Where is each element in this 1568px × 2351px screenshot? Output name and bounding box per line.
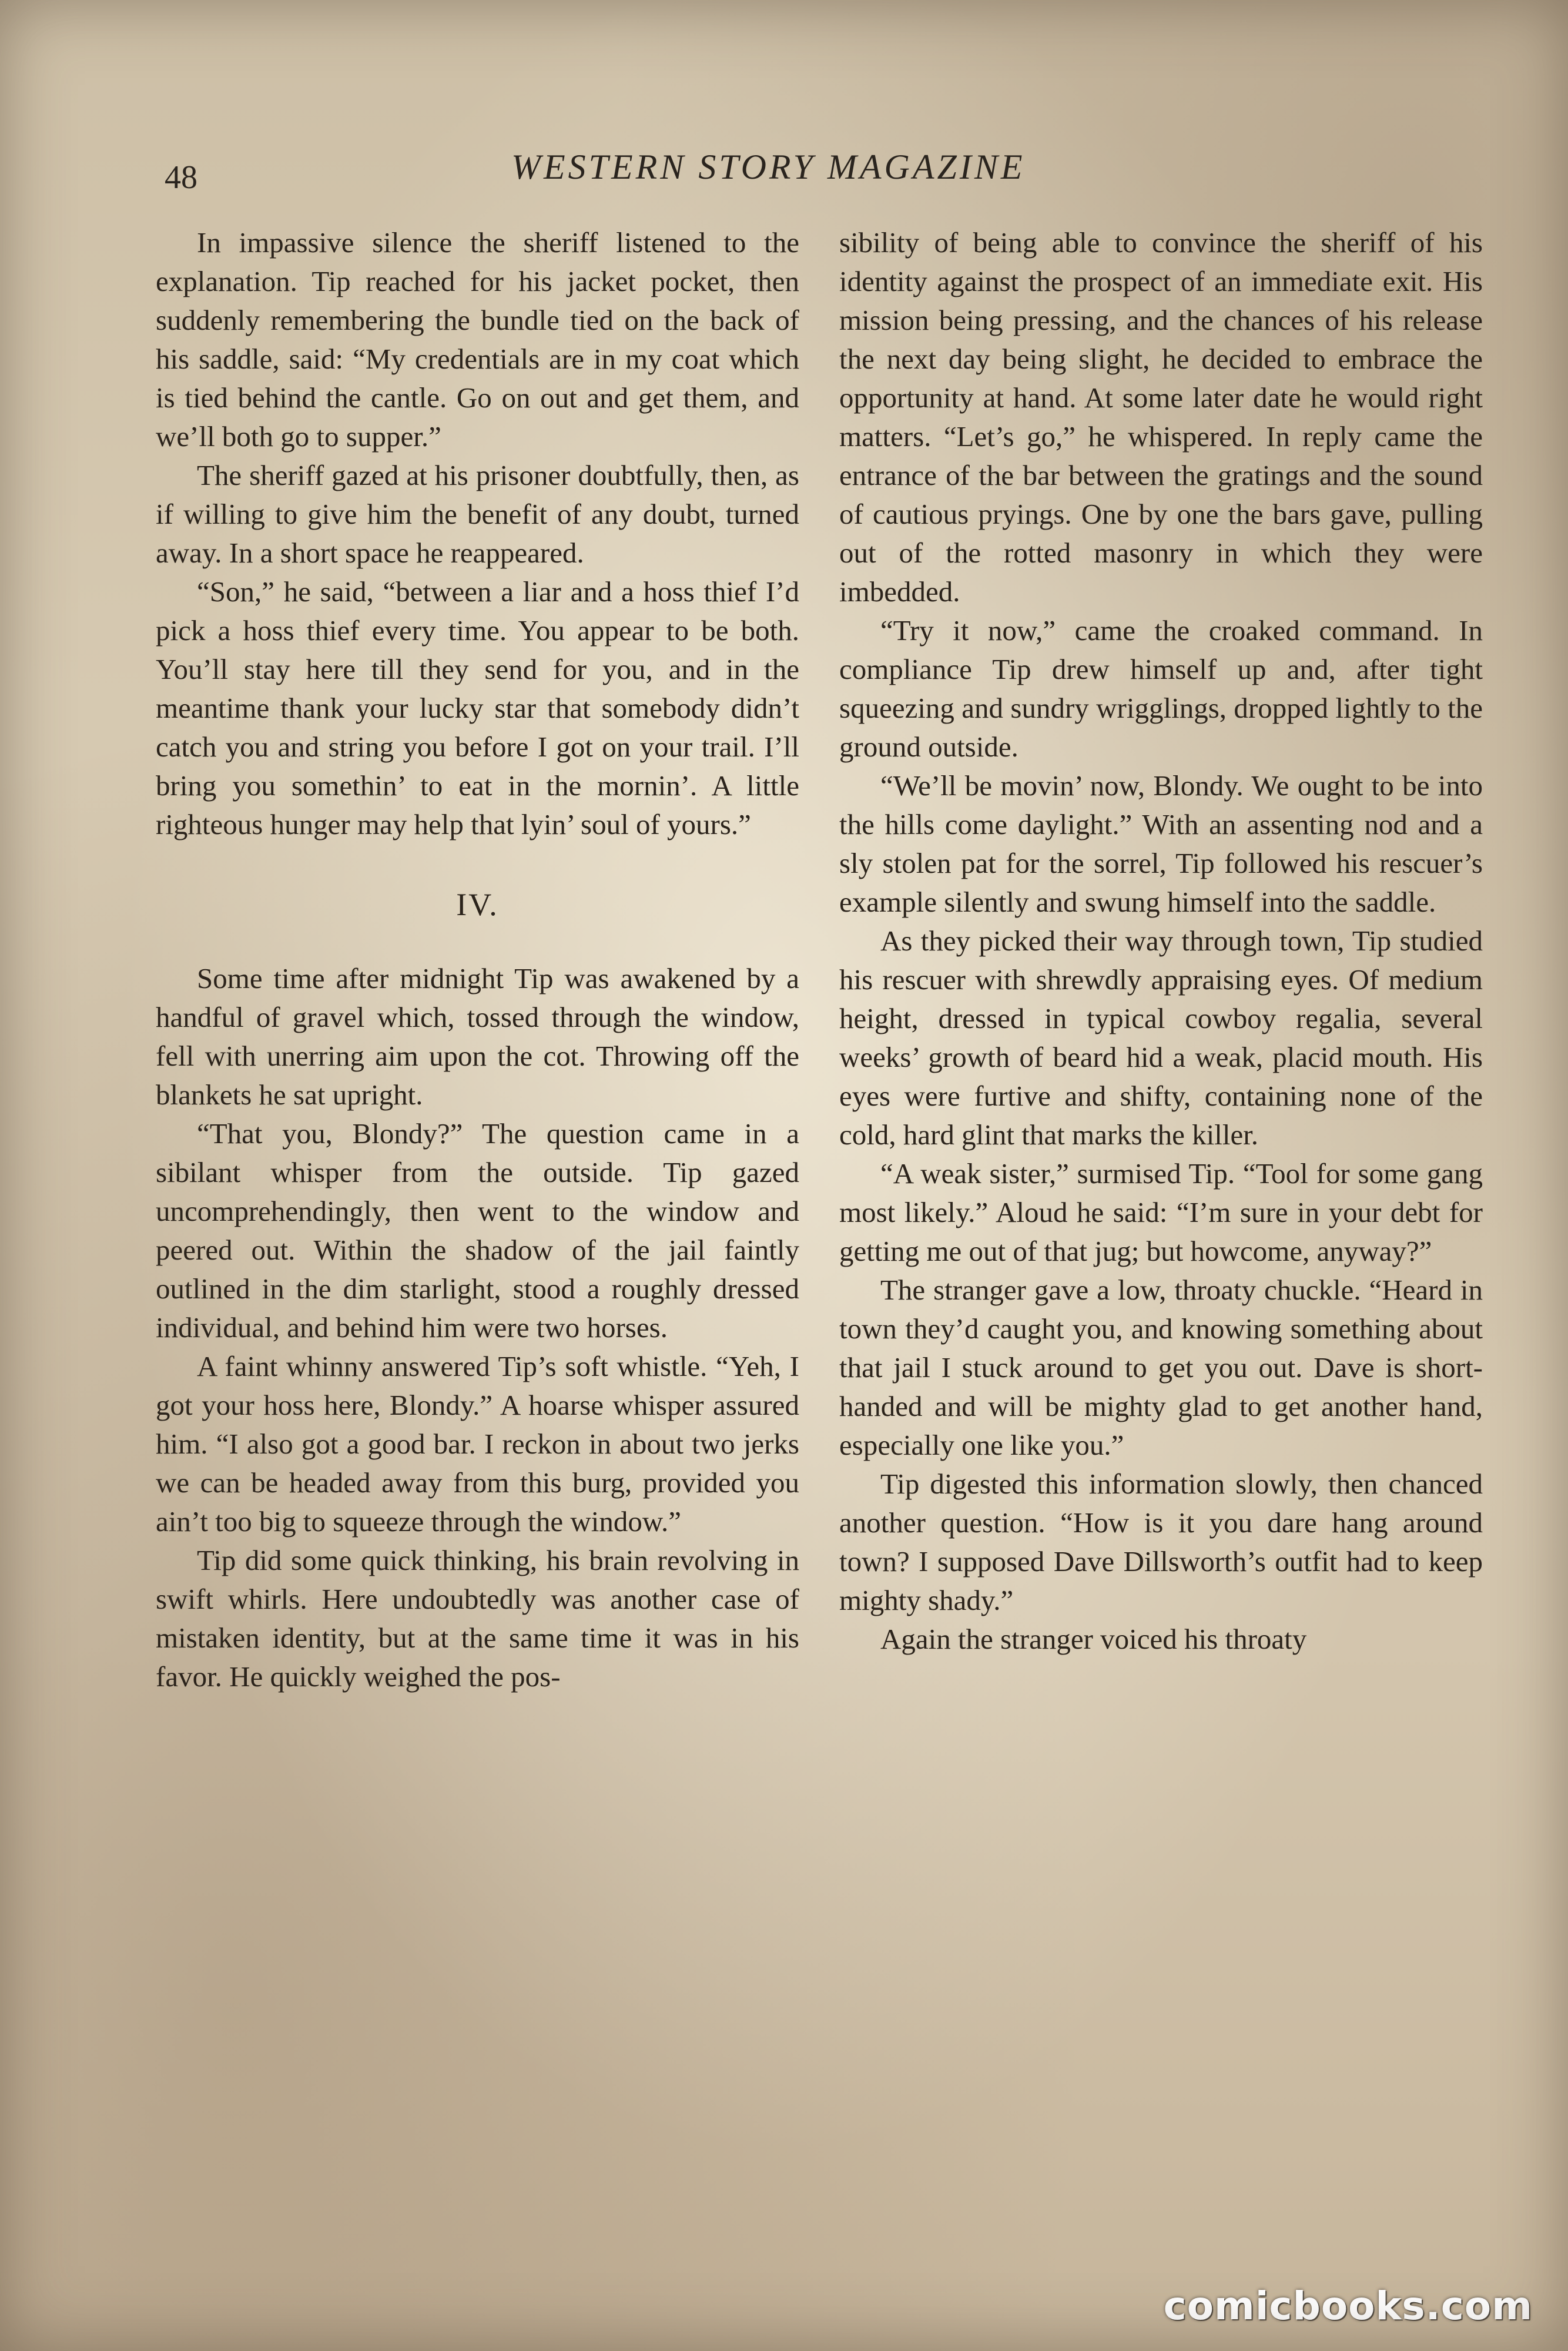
left-column: [156, 223, 799, 1696]
paragraph: “We’ll be movin’ now, Blondy. We ought to be into the hills come daylight.” With an assenting nod and a sly stolen pat for the sorrel, Tip followed his rescuer’s example silently and swung himself into the saddle.: [839, 769, 1483, 918]
paragraph: “Son,” he said, “between a liar and a hoss thief I’d pick a hoss thief every time. You appear to be both. You’ll stay here till they send for you, and in the meantime thank your lucky star that somebody didn’t catch you and string you before I got on your trail. I’ll bring you somethin’ to eat in the mornin’. A little righteous hunger may help that lyin’ soul of yours.”: [156, 575, 799, 840]
paragraph: A faint whinny answered Tip’s soft whistle. “Yeh, I got your hoss here, Blondy.” A hoarse whisper assured him. “I also got a good bar. I reckon in about two jerks we can be headed away from this burg, provided you ain’t too big to squeeze through the window.”: [156, 1350, 799, 1538]
paragraph: “That you, Blondy?” The question came in a sibilant whisper from the outside. Tip gazed uncomprehendingly, then went to the window and peered out. Within the shadow of the jail faintly outlined in the dim starlight, stood a roughly dressed individual, and behind him were two horses.: [156, 1117, 799, 1344]
paragraph: “Try it now,” came the croaked command. In compliance Tip drew himself up and, after tight squeezing and sundry wrigglings, dropped lightly to the ground outside.: [839, 614, 1483, 763]
paragraph: Some time after midnight Tip was awakened by a handful of gravel which, tossed through the window, fell with unerring aim upon the cot. Throwing off the blankets he sat upright.: [156, 962, 799, 1111]
paragraph: As they picked their way through town, Tip studied his rescuer with shrewdly appraising eyes. Of medium height, dressed in typical cowboy regalia, several weeks’ growth of beard hid a weak, placid mouth. His eyes were furtive and shifty, containing none of the cold, hard glint that marks the killer.: [839, 925, 1483, 1151]
paragraph: In impassive silence the sheriff listened to the explanation. Tip reached for his jacket pocket, then suddenly remembering the bundle tied on the back of his saddle, said: “My credentials are in my coat which is tied behind the cantle. Go on out and get them, and we’ll both go to supper.”: [156, 226, 799, 453]
paragraph: Again the stranger voiced his throaty: [880, 1623, 1307, 1655]
paragraph: Tip digested this information slowly, then chanced another question. “How is it you dare hang around town? I supposed Dave Dillsworth’s outfit had to keep mighty shady.”: [839, 1468, 1483, 1616]
page-header: [159, 147, 1469, 194]
paragraph-continuation: sibility of being able to convince the sheriff of his identity against the prospect of an immediate exit. His mission being pressing, and the chances of his release the next day being slight, he decided to embrace the opportunity at hand. At some later date he would right matters. “Let’s go,” he whispered. In reply came the entrance of the bar between the gratings and the sound of cautious pryings. One by one the bars gave, pulling out of the rotted masonry in which they were imbedded.: [839, 226, 1483, 608]
paragraph: The stranger gave a low, throaty chuckle. “Heard in town they’d caught you, and knowing something about that jail I stuck around to get you out. Dave is short-handed and will be mighty glad to get another hand, especially one like you.”: [839, 1274, 1483, 1461]
page-number: 48: [165, 159, 197, 196]
watermark: comicbooks.com: [1163, 2283, 1533, 2329]
paragraph: The sheriff gazed at his prisoner doubtfully, then, as if willing to give him the benefit of any doubt, turned away. In a short space he reappeared.: [156, 459, 799, 569]
paragraph: Tip did some quick thinking, his brain revolving in swift whirls. Here undoubtedly was another case of mistaken identity, but at the same time it was in his favor. He quickly weighed the pos-: [156, 1544, 799, 1693]
paragraph: “A weak sister,” surmised Tip. “Tool for some gang most likely.” Aloud he said: “I’m sure in your debt for getting me out of that jug; but howcome, anyway?”: [839, 1157, 1483, 1267]
magazine-title: WESTERN STORY MAGAZINE: [511, 148, 1026, 186]
right-column: [839, 223, 1483, 1659]
section-heading: IV.: [456, 887, 499, 922]
